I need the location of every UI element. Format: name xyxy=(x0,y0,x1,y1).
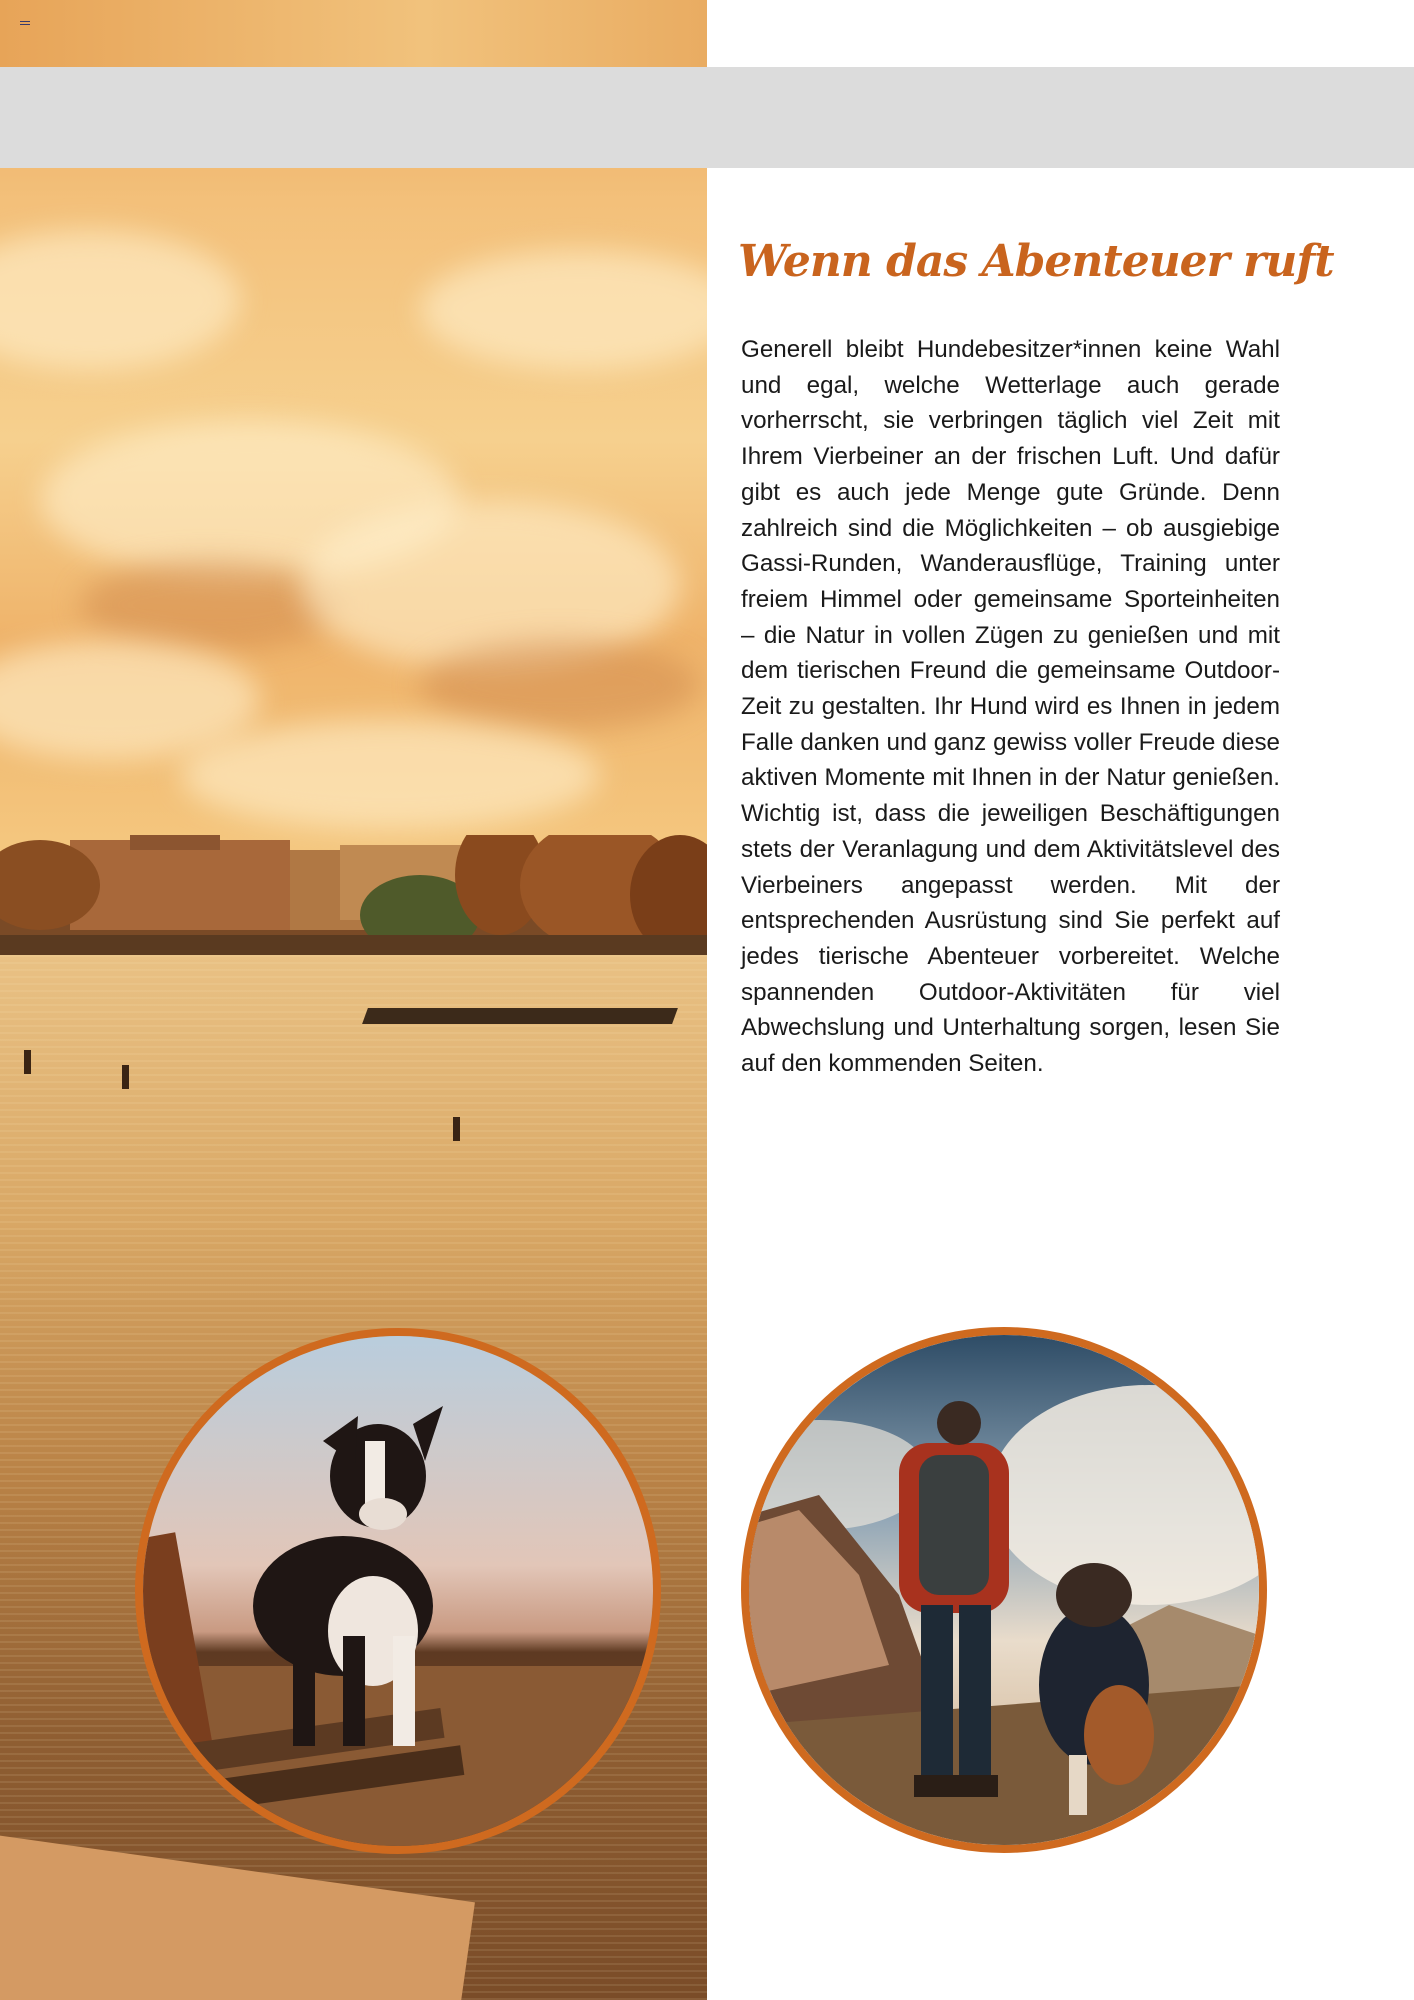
cloud xyxy=(0,230,240,370)
article-body: Generell bleibt Hundebesitzer*innen keine Wahl und egal, welche Wetterlage auch gerade vorherrscht, sie verbringen täglich viel Zeit mit Ihrem Vierbeiner an der frischen Luft. Und dafür gibt es auch jede Menge gute Gründe. Denn zahlreich sind die Möglichkeiten – ob ausgiebige Gassi-Runden, Wanderausflüge, Training unter freiem Himmel oder gemeinsame Sporteinheiten – die Natur in vollen Zügen zu genießen und mit dem tierischen Freund die gemeinsame Outdoor-Zeit zu gestalten. Ihr Hund wird es Ihnen in jedem Falle danken und ganz gewiss voller Freude diese aktiven Momente mit Ihnen in der Natur genießen. Wichtig ist, dass die jeweiligen Beschäftigungen stets der Veranlagung und dem Aktivitätslevel des Vierbeiners angepasst werden. Mit der entsprechenden Ausrüstung sind Sie perfekt auf jedes tierische Abenteuer vorbereitet. Welche spannenden Outdoor-Aktivitäten für viel Abwechslung und Unterhaltung sorgen, lesen Sie auf den kommenden Seiten. xyxy=(741,336,1280,1078)
river-post xyxy=(24,1050,31,1074)
article-headline: Wenn das Abenteuer ruft xyxy=(738,236,1334,287)
dog-on-bench-photo xyxy=(135,1328,661,1854)
river-post xyxy=(453,1117,460,1141)
grey-header-band xyxy=(0,67,1414,168)
hiker-with-dog-photo xyxy=(741,1327,1267,1853)
header-photo-strip xyxy=(0,0,707,67)
cloud xyxy=(180,720,600,830)
cloud xyxy=(420,250,707,370)
river-post xyxy=(122,1065,129,1089)
menu-icon[interactable] xyxy=(20,21,30,28)
pier xyxy=(362,1008,678,1024)
cloud xyxy=(420,640,700,730)
city-skyline xyxy=(0,835,707,955)
